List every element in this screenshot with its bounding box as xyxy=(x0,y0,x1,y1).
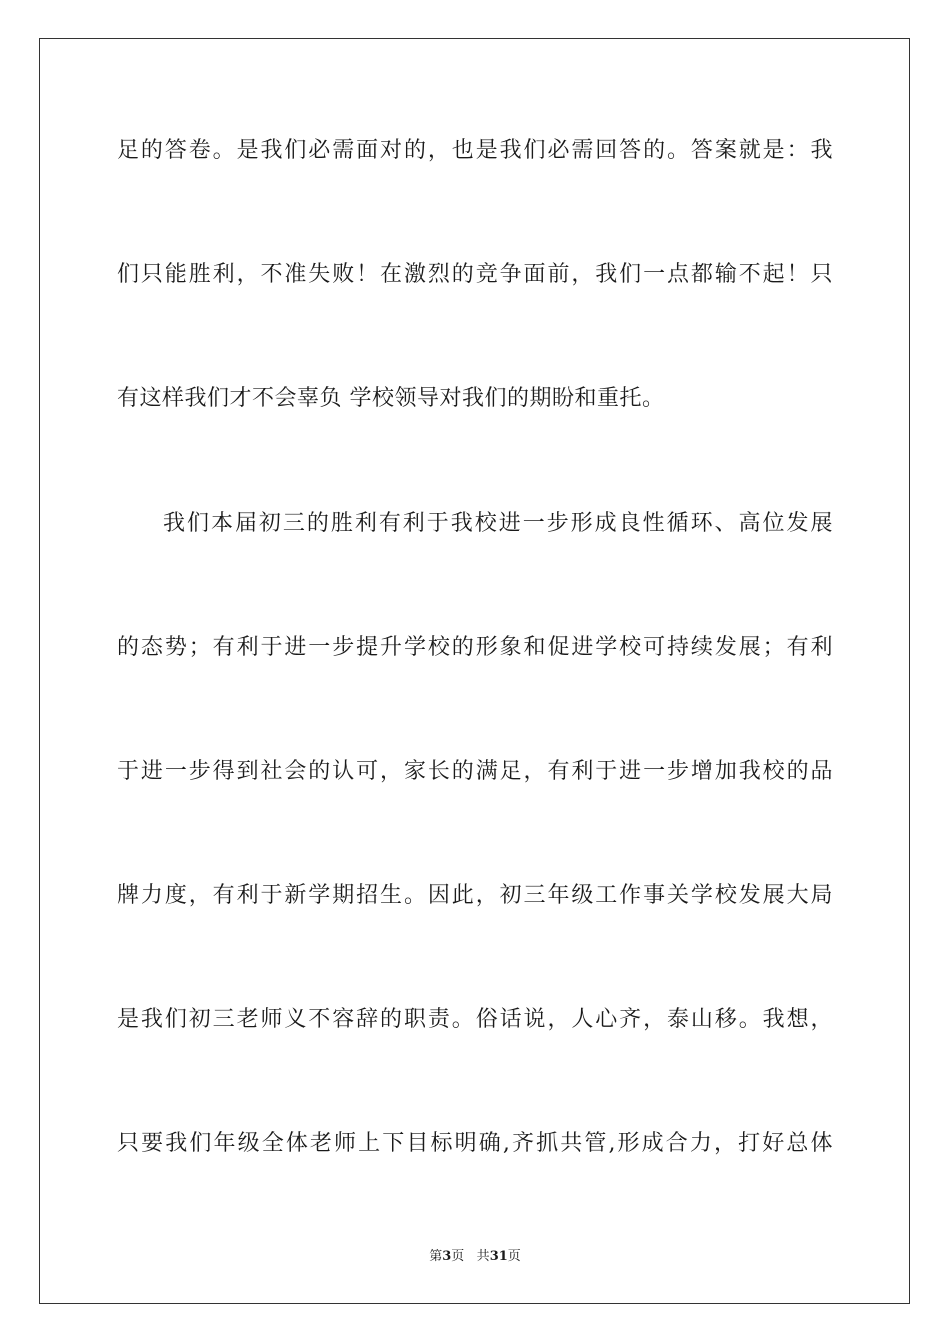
footer-page-suffix: 页 xyxy=(451,1249,465,1264)
body-text-line-1: 足的答卷。是我们必需面对的，也是我们必需回答的。答案就是：我 xyxy=(117,138,833,163)
paragraph-2-first-line: 我们本届初三的胜利有利于我校进一步形成良性循环、高位发展 xyxy=(163,511,833,536)
footer-total-prefix: 共 xyxy=(476,1249,490,1264)
body-text-line-6: 于进一步得到社会的认可，家长的满足，有利于进一步增加我校的品 xyxy=(117,759,833,784)
body-text-line-7: 牌力度，有利于新学期招生。因此，初三年级工作事关学校发展大局 xyxy=(117,883,833,908)
body-text-line-2: 们只能胜利，不准失败！在激烈的竞争面前，我们一点都输不起！只 xyxy=(117,262,833,287)
body-text-line-8: 是我们初三老师义不容辞的职责。俗话说，人心齐，泰山移。我想， xyxy=(117,1007,833,1032)
body-text-line-5: 的态势；有利于进一步提升学校的形象和促进学校可持续发展；有利 xyxy=(117,635,833,660)
total-pages: 31 xyxy=(489,1249,508,1264)
page-footer xyxy=(0,1248,950,1266)
body-text-line-3: 有这样我们才不会辜负 学校领导对我们的期盼和重托。 xyxy=(117,386,665,411)
body-text-line-9: 只要我们年级全体老师上下目标明确,齐抓共管,形成合力，打好总体 xyxy=(117,1131,833,1156)
footer-total-suffix: 页 xyxy=(507,1249,521,1264)
page-frame xyxy=(39,38,910,1304)
footer-prefix: 第 xyxy=(429,1249,443,1264)
page-number: 3 xyxy=(442,1249,452,1264)
